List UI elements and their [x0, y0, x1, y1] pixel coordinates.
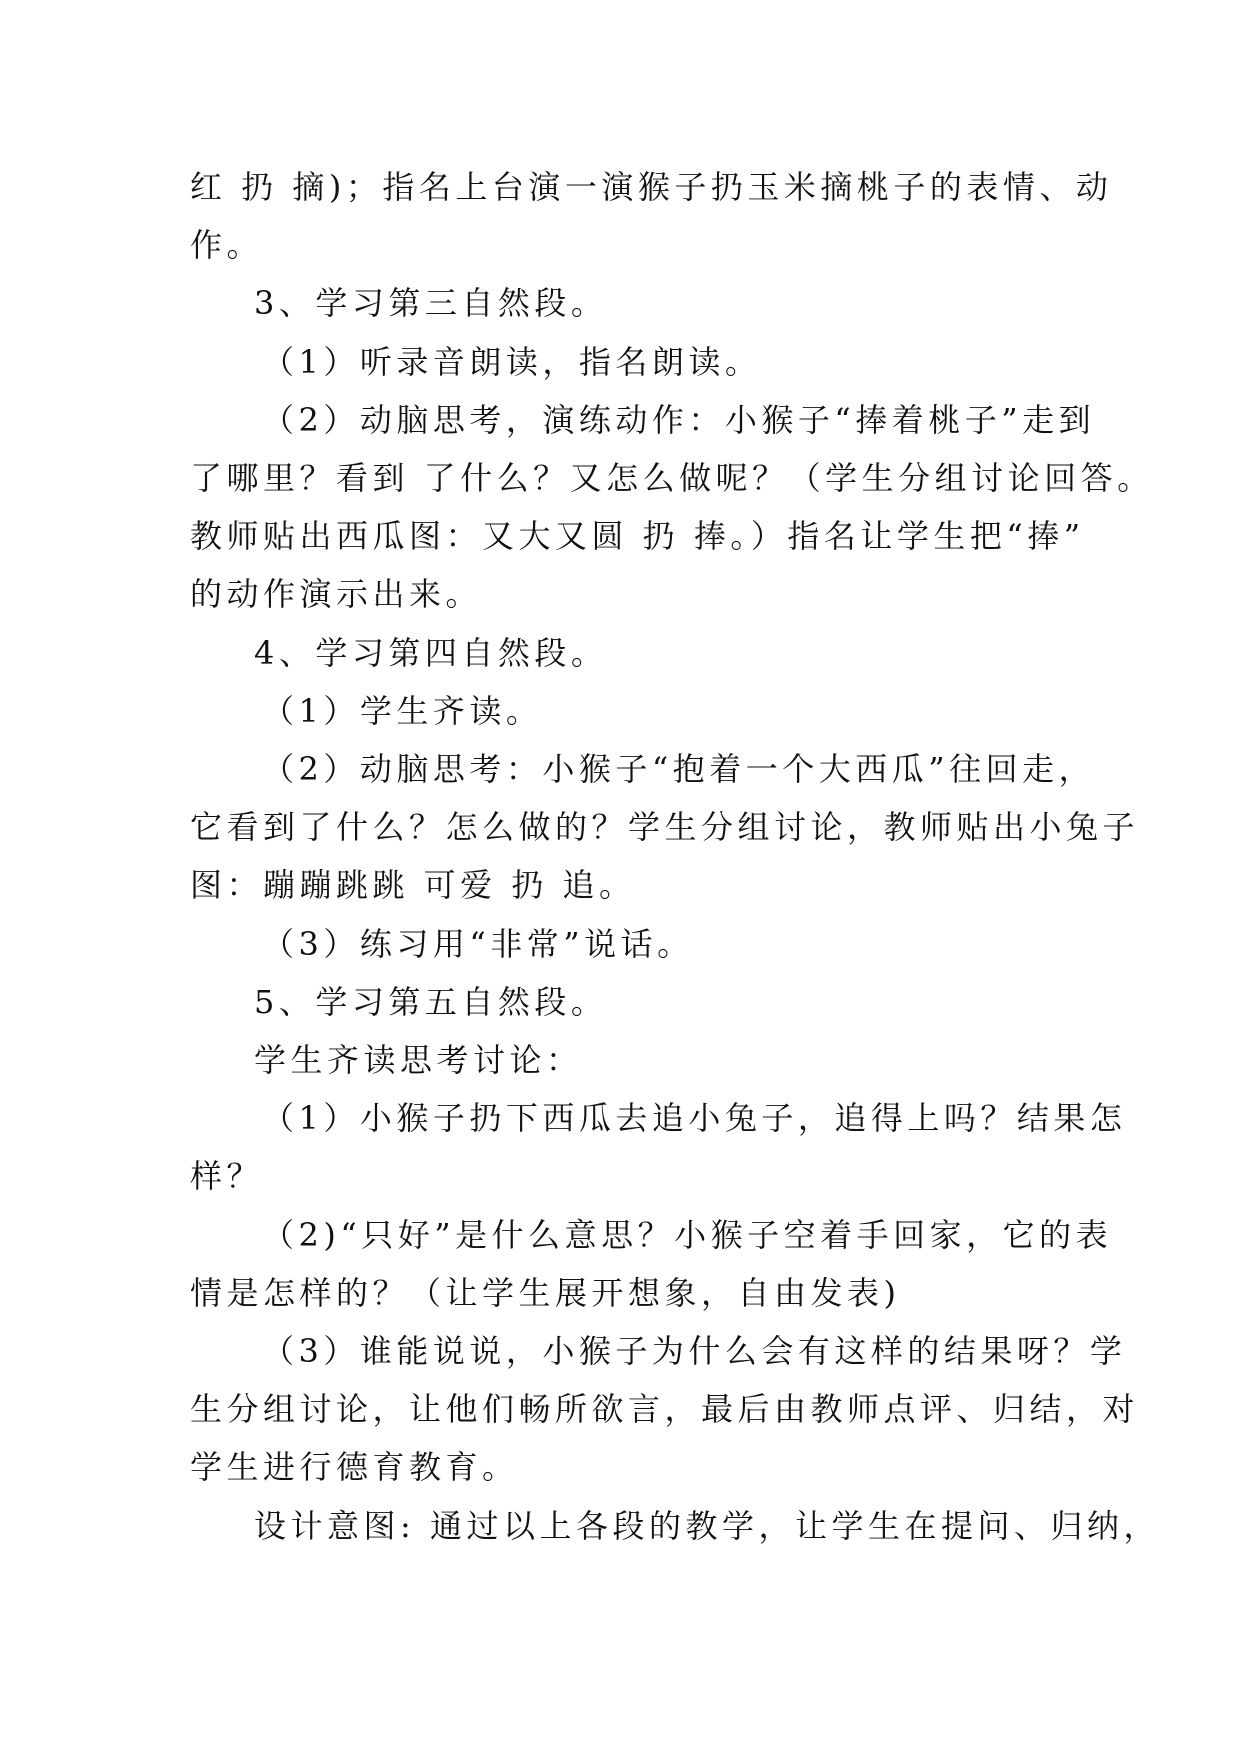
step-5-2	[190, 1206, 1113, 1322]
text-line: （2）动脑思考，演练动作：小猴子“捧着桃子”走到	[262, 400, 1096, 439]
text-line: 学生进行德育教育。	[190, 1448, 519, 1487]
text-line: 情是怎样的？（让学生展开想象，自由发表)	[190, 1273, 901, 1312]
text-line: 图：蹦蹦跳跳 可爱 扔 追。	[190, 866, 636, 905]
step-4-3	[190, 915, 1070, 973]
text-line: 作。	[190, 226, 264, 265]
paragraph-2-continuation	[190, 158, 1113, 274]
text-line: （3）练习用“非常”说话。	[262, 924, 694, 963]
text-line: 教师贴出西瓜图：又大又圆 扔 捧。）指名让学生把“捧”	[190, 517, 1085, 556]
design-intent	[190, 1497, 1160, 1555]
step-5-1	[190, 1089, 1127, 1205]
text-line: （1）听录音朗读，指名朗读。	[262, 342, 762, 381]
step-3-1	[190, 333, 1070, 391]
text-line: （1）学生齐读。	[262, 691, 543, 730]
document-body	[190, 158, 1160, 1555]
text-line: 4、学习第四自然段。	[254, 633, 608, 672]
text-line: （2）动脑思考：小猴子“抱着一个大西瓜”往回走，	[262, 750, 1096, 789]
discussion-intro	[190, 1031, 1070, 1089]
step-4-2	[190, 740, 1140, 915]
text-line: 它看到了什么？怎么做的？学生分组讨论，教师贴出小兔子	[190, 808, 1140, 847]
text-line: 3、学习第三自然段。	[254, 284, 608, 323]
text-line: 5、学习第五自然段。	[254, 982, 608, 1021]
text-line: 学生齐读思考讨论：	[254, 1041, 583, 1080]
step-3-2	[190, 391, 1154, 624]
text-line: 的动作演示出来。	[190, 575, 483, 614]
section-heading-4	[190, 624, 1070, 682]
text-line: 了哪里？看到 了什么？又怎么做呢？（学生分组讨论回答。	[190, 459, 1154, 498]
text-line: （2)“只好”是什么意思？小猴子空着手回家，它的表	[262, 1215, 1113, 1254]
text-line: 生分组讨论，让他们畅所欲言，最后由教师点评、归结，对	[190, 1390, 1140, 1429]
text-line: 红 扔 摘)；指名上台演一演猴子扔玉米摘桃子的表情、动	[190, 168, 1113, 206]
text-line: （1）小猴子扔下西瓜去追小兔子，追得上吗？结果怎	[262, 1099, 1127, 1138]
text-line: 样？	[190, 1157, 264, 1196]
section-heading-5	[190, 973, 1070, 1031]
section-heading-3	[190, 274, 1070, 332]
text-line: 设计意图: 通过以上各段的教学，让学生在提问、归纳，	[254, 1506, 1160, 1545]
text-line: （3）谁能说说，小猴子为什么会有这样的结果呀？学	[262, 1332, 1127, 1371]
step-5-3	[190, 1322, 1140, 1497]
step-4-1	[190, 682, 1070, 740]
